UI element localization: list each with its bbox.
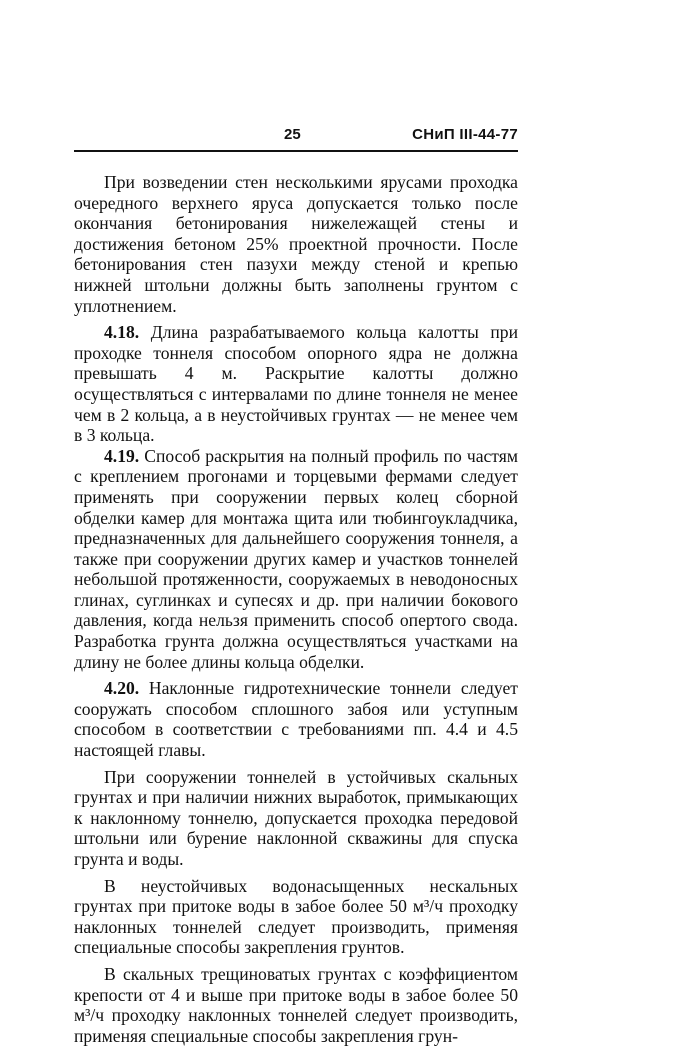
clause-4-19 [74,446,518,673]
clause-number: 4.20. [104,678,140,699]
body-text [74,172,518,1046]
page-header [74,124,518,152]
paragraph [74,876,518,958]
page-number: 25 [284,126,301,143]
document-code: СНиП III-44-77 [412,126,518,143]
paragraph-text: В скальных трещиноватых грунтах с коэффициентом крепости от 4 и выше при притоке воды в забое более 50 м³/ч проходку наклонных тоннелей следует производить, применяя специальные способы закрепления грун- [74,963,518,1046]
paragraph-text: В неустойчивых водонасыщенных нескальных грунтах при притоке воды в забое более 50 м³/ч проходку наклонных тоннелей следует производить, применяя специальные способы закрепления грунтов. [74,875,518,958]
clause-number: 4.18. [104,322,140,343]
paragraph-text: При сооружении тоннелей в устойчивых скальных грунтах и при наличии нижних выработок, примыкающих к наклонному тоннелю, допускается проходка передовой штольни или бурение наклонной скважины для спуска грунта и воды. [74,766,518,869]
clause-text: Длина разрабатываемого кольца калотты при проходке тоннеля способом опорного ядра не должна превышать 4 м. Раскрытие калотты должно осуществляться с интервалами по длине тоннеля не менее чем в 2 кольца, а в неустойчивых грунтах — не менее чем в 3 кольца. [74,322,518,446]
paragraph [74,172,518,316]
clause-text: Способ раскрытия на полный профиль по частям с креплением прогонами и торцевыми фермами следует применять при сооружении первых колец сборной обделки камер для монтажа щита или тюбингоукладчика, предназначенных для дальнейшего сооружения тоннеля, а также при сооружении других камер и участков тоннелей небольшой протяженности, сооружаемых в неводоносных глинах, суглинках и супесях и др. при наличии бокового давления, когда нельзя применить способ опертого свода. Разработка грунта должна осуществляться участками на длину не более длины кольца обделки. [74,445,518,672]
clause-text: Наклонные гидротехнические тоннели следует сооружать способом сплошного забоя или уступным способом в соответствии с требованиями пп. 4.4 и 4.5 настоящей главы. [74,678,518,761]
clause-4-18 [74,322,518,446]
paragraph-text: При возведении стен несколькими ярусами проходка очередного верхнего яруса допускается только после окончания бетонирования нижележащей стены и достижения бетоном 25% проектной прочности. После бетонирования стен пазухи между стеной и крепью нижней штольни должны быть заполнены грунтом с уплотнением. [74,172,518,316]
clause-number: 4.19. [104,445,140,466]
clause-4-20 [74,678,518,760]
paragraph [74,964,518,1046]
paragraph [74,767,518,870]
document-page [74,124,518,1046]
